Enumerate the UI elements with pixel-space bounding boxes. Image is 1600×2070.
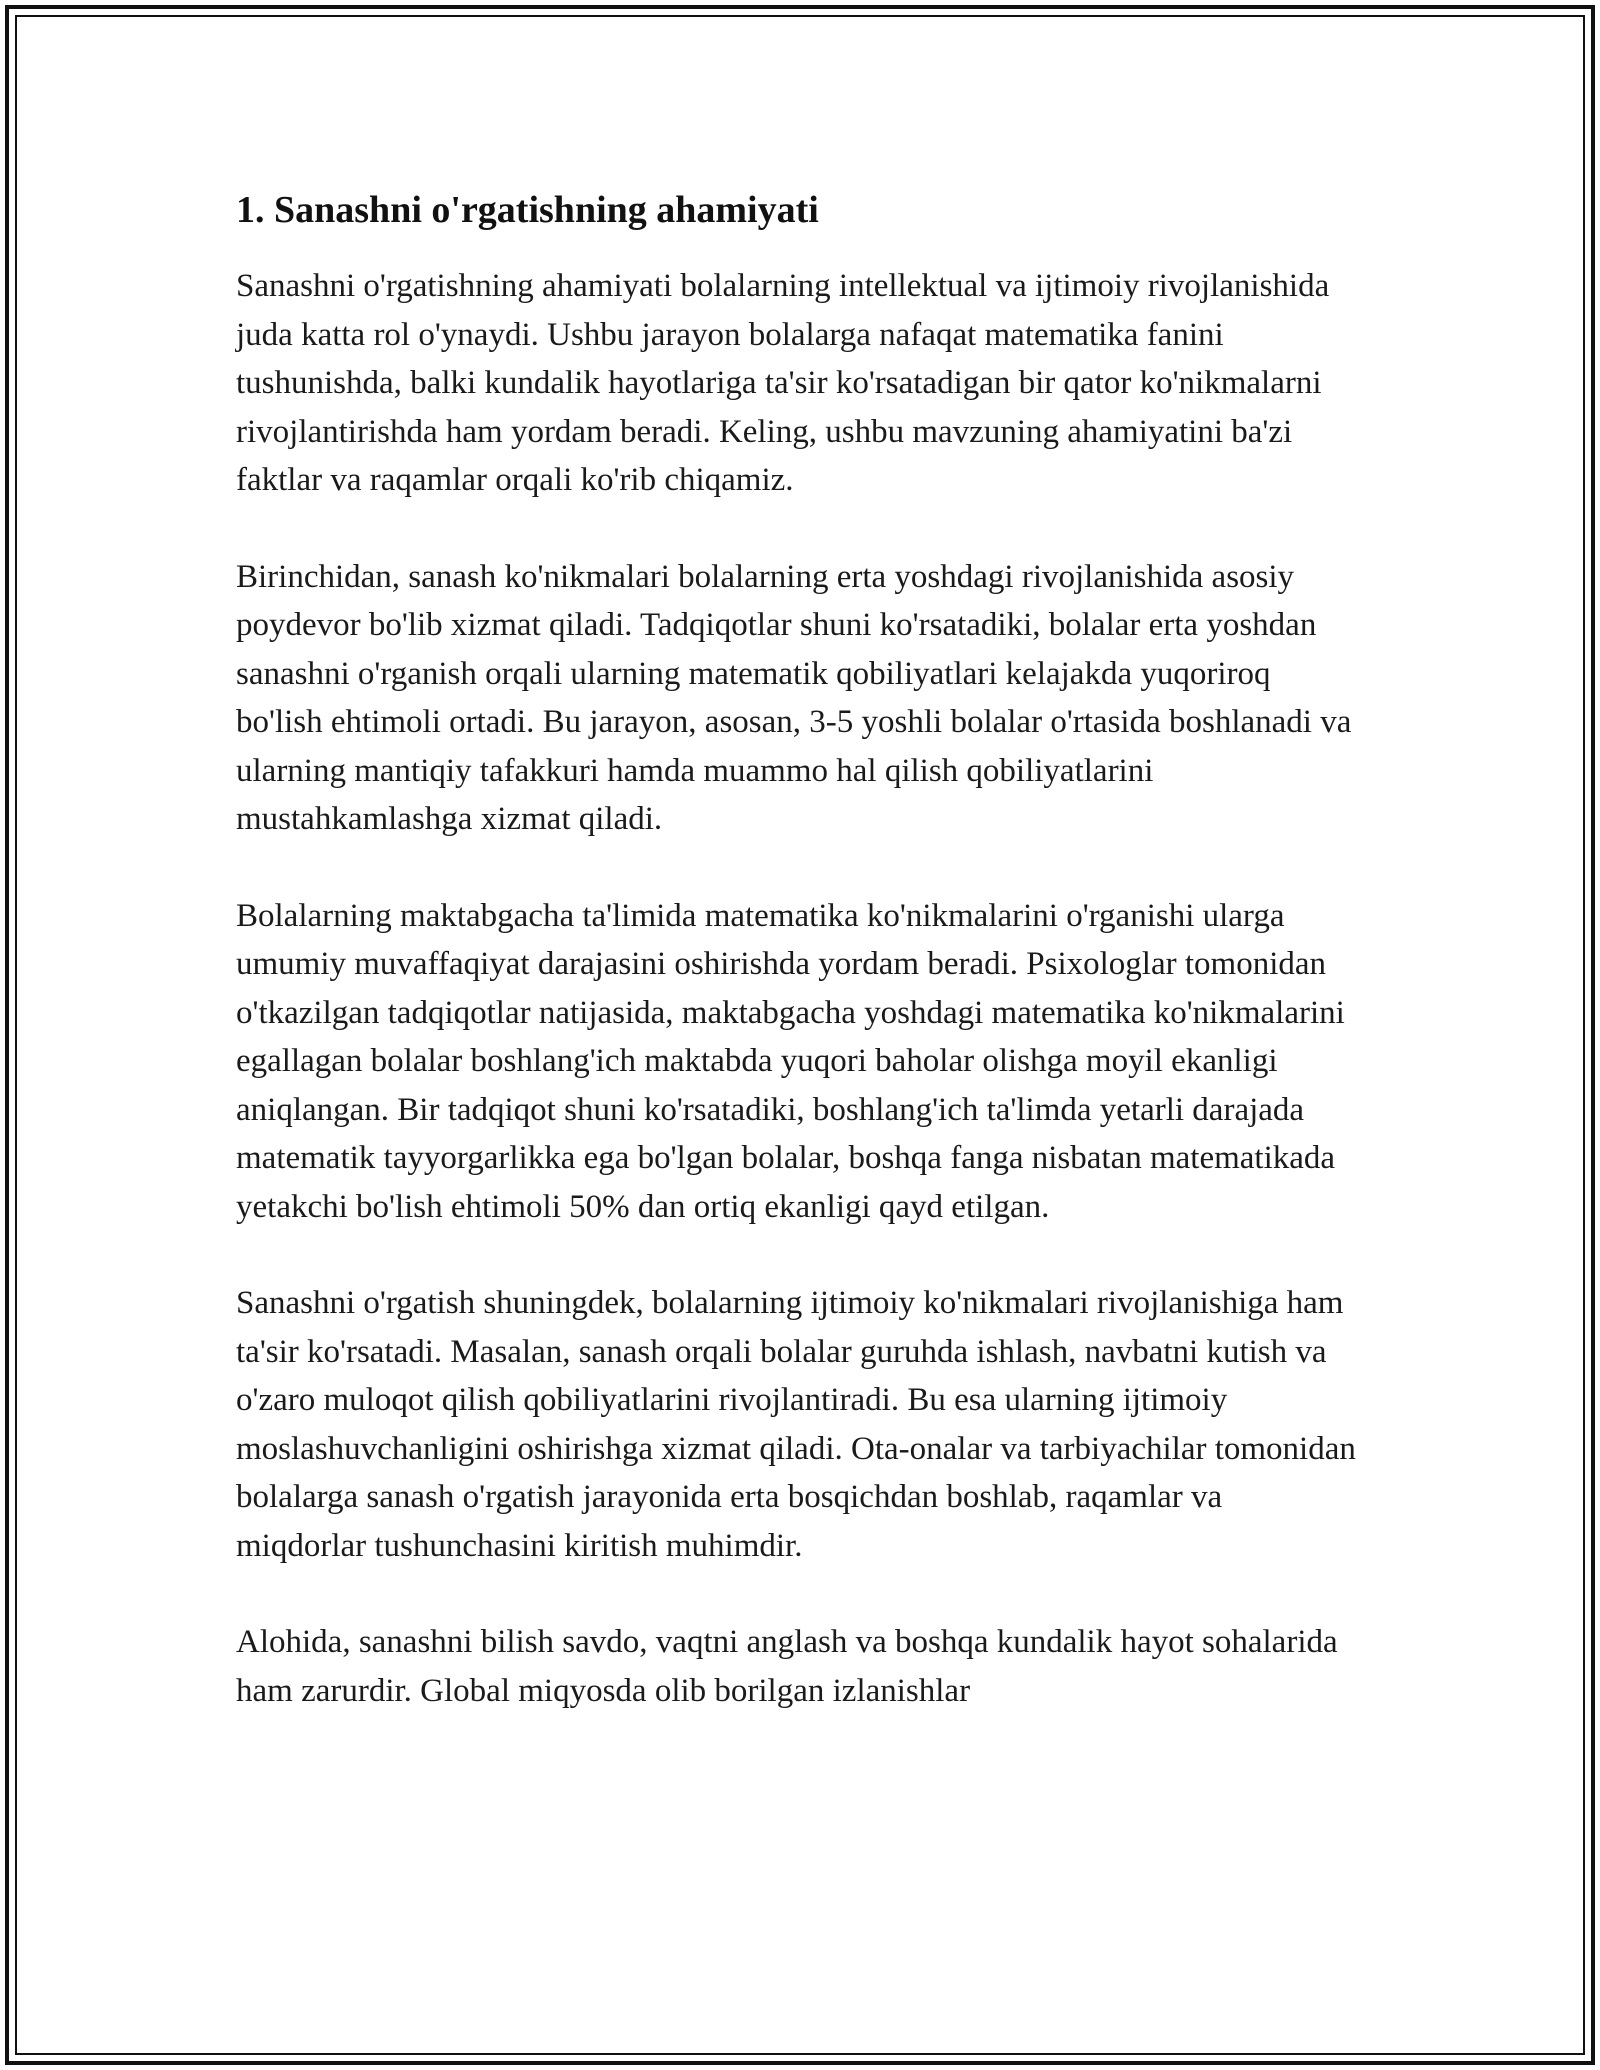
document-body	[236, 186, 1360, 1763]
paragraph-1: Sanashni o'rgatishning ahamiyati bolalarning intellektual va ijtimoiy rivojlanishida juda katta rol o'ynaydi. Ushbu jarayon bolalarga nafaqat matematika fanini tushunishda, balki kundalik hayotlariga ta'sir ko'rsatadigan bir qator ko'nikmalarni rivojlantirishda ham yordam beradi. Keling, ushbu mavzuning ahamiyatini ba'zi faktlar va raqamlar orqali ko'rib chiqamiz.	[236, 268, 1330, 498]
paragraph-3: Bolalarning maktabgacha ta'limida matematika ko'nikmalarini o'rganishi ularga umumiy muvaffaqiyat darajasini oshirishda yordam beradi. Psixologlar tomonidan o'tkazilgan tadqiqotlar natijasida, maktabgacha yoshdagi matematika ko'nikmalarini egallagan bolalar boshlang'ich maktabda yuqori baholar olishga moyil ekanligi aniqlangan. Bir tadqiqot shuni ko'rsatadiki, boshlang'ich ta'limda yetarli darajada matematik tayyorgarlikka ega bo'lgan bolalar, boshqa fanga nisbatan matematikada yetakchi bo'lish ehtimoli 50% dan ortiq ekanligi qayd etilgan.	[236, 897, 1345, 1225]
paragraph-4: Sanashni o'rgatish shuningdek, bolalarning ijtimoiy ko'nikmalari rivojlanishiga ham ta'sir ko'rsatadi. Masalan, sanash orqali bolalar guruhda ishlash, navbatni kutish va o'zaro muloqot qilish qobiliyatlarini rivojlantiradi. Bu esa ularning ijtimoiy moslashuvchanligini oshirishga xizmat qiladi. Ota-onalar va tarbiyachilar tomonidan bolalarga sanash o'rgatish jarayonida erta bosqichdan boshlab, raqamlar va miqdorlar tushunchasini kiritish muhimdir.	[236, 1285, 1356, 1564]
paragraph-5: Alohida, sanashni bilish savdo, vaqtni anglash va boshqa kundalik hayot sohalarida ham zarurdir. Global miqyosda olib borilgan izlanishlar	[236, 1624, 1338, 1709]
paragraph-2: Birinchidan, sanash ko'nikmalari bolalarning erta yoshdagi rivojlanishida asosiy poydevor bo'lib xizmat qiladi. Tadqiqotlar shuni ko'rsatadiki, bolalar erta yoshdan sanashni o'rganish orqali ularning matematik qobiliyatlari kelajakda yuqoriroq bo'lish ehtimoli ortadi. Bu jarayon, asosan, 3-5 yoshli bolalar o'rtasida boshlanadi va ularning mantiqiy tafakkuri hamda muammo hal qilish qobiliyatlarini mustahkamlashga xizmat qiladi.	[236, 558, 1352, 837]
section-heading: 1. Sanashni o'rgatishning ahamiyati	[236, 189, 819, 231]
